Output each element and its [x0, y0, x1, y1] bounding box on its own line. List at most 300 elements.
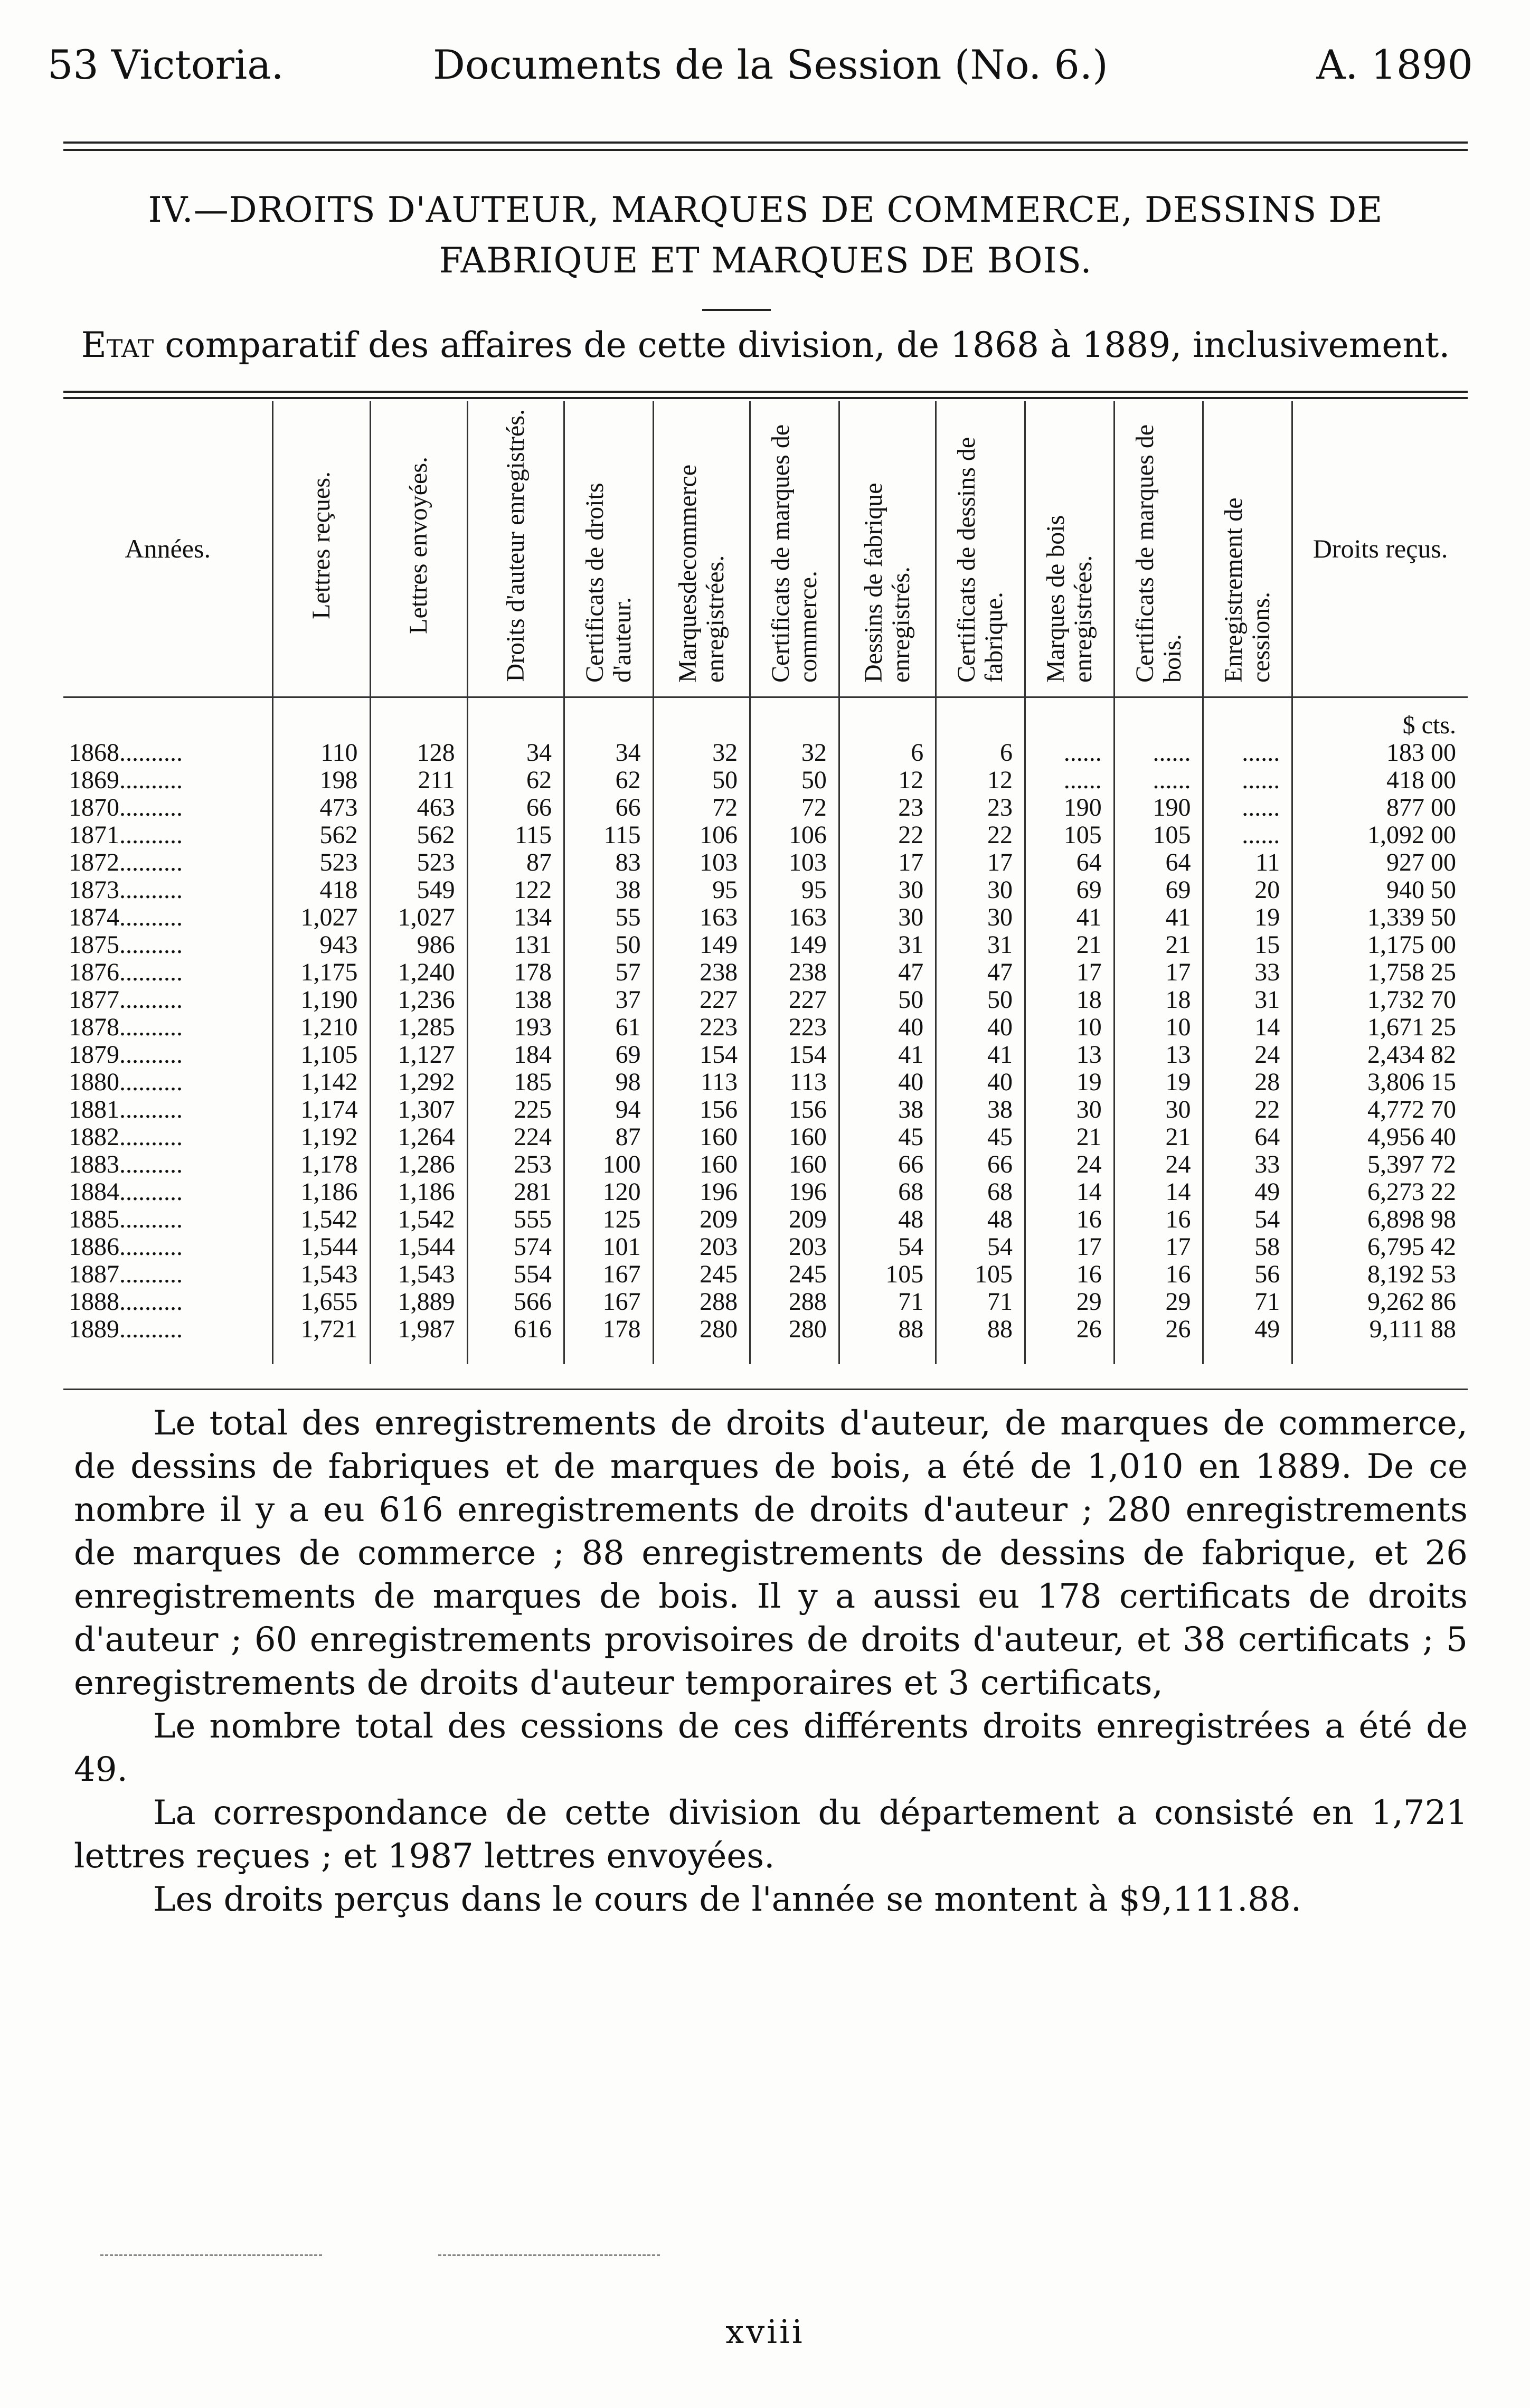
table-cell: 9,111 88 — [1292, 1316, 1468, 1364]
table-cell: 1,142 — [273, 1069, 370, 1096]
table-cell: 26 — [1114, 1316, 1203, 1364]
table-cell: 125 — [564, 1206, 653, 1233]
table-cell: 22 — [936, 821, 1025, 849]
table-cell: 105 — [839, 1261, 936, 1288]
column-header — [467, 401, 564, 697]
table-cell: 227 — [653, 986, 750, 1014]
table-cell: 66 — [467, 794, 564, 821]
table-cell: 8,192 53 — [1292, 1261, 1468, 1288]
table-cell: 562 — [273, 821, 370, 849]
table-cell: 167 — [564, 1288, 653, 1316]
table-cell: 1,178 — [273, 1151, 370, 1178]
year-cell: 1884.......... — [69, 1178, 183, 1206]
section-title-line-1: IV.—DROITS D'AUTEUR, MARQUES DE COMMERCE, DESSINS DE — [148, 190, 1383, 230]
column-header — [564, 401, 653, 697]
table-cell: 115 — [564, 821, 653, 849]
table-cell: 288 — [653, 1288, 750, 1316]
year-cell: 1881.......... — [69, 1096, 183, 1123]
table-cell: 15 — [1203, 931, 1292, 959]
table-cell: 106 — [750, 821, 839, 849]
table-cell: 34 — [564, 739, 653, 767]
table-cell: 29 — [1025, 1288, 1114, 1316]
table-cell: 30 — [839, 904, 936, 931]
table-cell: 47 — [936, 959, 1025, 986]
table-cell: 22 — [839, 821, 936, 849]
table-cell: 156 — [653, 1096, 750, 1123]
year-cell: 1873.......... — [69, 876, 183, 904]
table-cell: ...... — [1203, 821, 1292, 849]
table-cell: 877 00 — [1292, 794, 1468, 821]
summary-text — [74, 1402, 1468, 1921]
table-cell: 11 — [1203, 849, 1292, 876]
column-header-label: Enregistrement de cessions. — [1220, 497, 1276, 683]
table-row — [63, 739, 1468, 767]
table-row — [63, 849, 1468, 876]
table-cell: 31 — [936, 931, 1025, 959]
table-cell: 203 — [653, 1233, 750, 1261]
table-cell: 185 — [467, 1069, 564, 1096]
table-row — [63, 1316, 1468, 1364]
paragraph: Les droits perçus dans le cours de l'année se montent à $9,111.88. — [153, 1880, 1302, 1919]
table-cell: 190 — [1025, 794, 1114, 821]
table-cell: 66 — [839, 1151, 936, 1178]
table-cell: 38 — [839, 1096, 936, 1123]
table-cell: 154 — [653, 1041, 750, 1069]
table-cell: 40 — [839, 1014, 936, 1041]
year-cell: 1872.......... — [69, 848, 183, 876]
table-cell: 1,543 — [273, 1261, 370, 1288]
year-cell: 1877.......... — [69, 986, 183, 1014]
column-header-label: Lettres reçues. — [307, 471, 335, 620]
footer-rule-left — [100, 2254, 322, 2256]
table-cell: 40 — [936, 1069, 1025, 1096]
table-cell: 211 — [370, 767, 467, 794]
table-cell: 3,806 15 — [1292, 1069, 1468, 1096]
table-cell: 30 — [1025, 1096, 1114, 1123]
table-row — [63, 1261, 1468, 1288]
table-cell: 103 — [750, 849, 839, 876]
table-cell: 1,758 25 — [1292, 959, 1468, 986]
table-cell: 32 — [750, 739, 839, 767]
table-cell: 4,772 70 — [1292, 1096, 1468, 1123]
table-cell: 4,956 40 — [1292, 1123, 1468, 1151]
table-cell: 26 — [1025, 1316, 1114, 1364]
table-cell: ...... — [1203, 739, 1292, 767]
section-title-line-2: FABRIQUE ET MARQUES DE BOIS. — [439, 240, 1092, 281]
table-header-row — [63, 401, 1468, 697]
table-cell: 30 — [936, 904, 1025, 931]
table-cell: ...... — [1114, 739, 1203, 767]
table-cell: 14 — [1203, 1014, 1292, 1041]
table-cell: 98 — [564, 1069, 653, 1096]
table-cell: 5,397 72 — [1292, 1151, 1468, 1178]
table-cell: 41 — [936, 1041, 1025, 1069]
table-row — [63, 1206, 1468, 1233]
title-divider — [702, 309, 771, 311]
table-cell: 149 — [653, 931, 750, 959]
table-cell: 574 — [467, 1233, 564, 1261]
table-cell: 88 — [839, 1316, 936, 1364]
table-row — [63, 959, 1468, 986]
column-header-label: Années. — [125, 534, 211, 564]
table-cell: 1,671 25 — [1292, 1014, 1468, 1041]
table-cell: 30 — [1114, 1096, 1203, 1123]
table-cell: 196 — [750, 1178, 839, 1206]
table-cell: 34 — [467, 739, 564, 767]
table-cell: 6 — [936, 739, 1025, 767]
table-cell: 13 — [1025, 1041, 1114, 1069]
table-cell: 17 — [1025, 959, 1114, 986]
header-year: A. 1890 — [1316, 41, 1473, 88]
table-cell: 110 — [273, 739, 370, 767]
table-cell: 16 — [1114, 1206, 1203, 1233]
table-cell: 6 — [839, 739, 936, 767]
table-cell: 54 — [1203, 1206, 1292, 1233]
table-cell: 64 — [1025, 849, 1114, 876]
table-cell: 1,174 — [273, 1096, 370, 1123]
table-cell: 24 — [1114, 1151, 1203, 1178]
table-cell: 134 — [467, 904, 564, 931]
paragraph: Le total des enregistrements de droits d'auteur, de marques de commerce, de dessins de fabriques et de marques de bois, a été de 1,010 en 1889. De ce nombre il y a eu 616 enregistrements de droits d'auteur ; 280 enregistrements de marques de commerce ; 88 enregistrements de dessins de fabrique, et 26 enregistrements de marques de bois. Il y a aussi eu 178 certificats de droits d'auteur ; 60 enregistrements provisoires de droits d'auteur, et 38 certificats ; 5 enregistrements de droits d'auteur temporaires et 3 certificats, — [74, 1404, 1468, 1703]
units-label: $ cts. — [1292, 697, 1468, 739]
year-cell: 1887.......... — [69, 1260, 183, 1288]
column-header — [653, 401, 750, 697]
table-row — [63, 1123, 1468, 1151]
table-cell: 128 — [370, 739, 467, 767]
table-row — [63, 1069, 1468, 1096]
table-cell: 1,186 — [273, 1178, 370, 1206]
table-cell: 49 — [1203, 1316, 1292, 1364]
table-cell: 156 — [750, 1096, 839, 1123]
table-cell: 83 — [564, 849, 653, 876]
table-cell: 64 — [1114, 849, 1203, 876]
table-cell: 40 — [936, 1014, 1025, 1041]
table-cell: 549 — [370, 876, 467, 904]
table-cell: ...... — [1203, 767, 1292, 794]
table-cell: 12 — [936, 767, 1025, 794]
table-cell: 209 — [653, 1206, 750, 1233]
table-cell: 1,236 — [370, 986, 467, 1014]
table-cell: 160 — [653, 1123, 750, 1151]
table-cell: 69 — [1025, 876, 1114, 904]
year-cell: 1885.......... — [69, 1205, 183, 1233]
table-body — [63, 697, 1468, 1364]
table-cell: 138 — [467, 986, 564, 1014]
table-cell: 1,655 — [273, 1288, 370, 1316]
table-cell: 68 — [936, 1178, 1025, 1206]
table-row — [63, 1233, 1468, 1261]
table-cell: 55 — [564, 904, 653, 931]
table-cell: 280 — [653, 1316, 750, 1364]
table-cell: 50 — [564, 931, 653, 959]
table-cell: 88 — [936, 1316, 1025, 1364]
column-header — [1114, 401, 1203, 697]
table-cell: 31 — [839, 931, 936, 959]
table-cell: 30 — [839, 876, 936, 904]
table-cell: 245 — [750, 1261, 839, 1288]
table-cell: 927 00 — [1292, 849, 1468, 876]
paragraph: Le nombre total des cessions de ces différents droits enregistrées a été de 49. — [74, 1707, 1468, 1789]
column-header — [63, 401, 273, 697]
table-row — [63, 767, 1468, 794]
table-cell: 224 — [467, 1123, 564, 1151]
year-cell: 1886.......... — [69, 1233, 183, 1261]
table-cell: 50 — [936, 986, 1025, 1014]
table-cell: ...... — [1203, 794, 1292, 821]
table-cell: 245 — [653, 1261, 750, 1288]
table-cell: 24 — [1025, 1151, 1114, 1178]
column-header-label: Droits d'auteur enregistrés. — [501, 409, 530, 682]
table-cell: 1,292 — [370, 1069, 467, 1096]
table-cell: 238 — [653, 959, 750, 986]
table-cell: 45 — [936, 1123, 1025, 1151]
column-header-label: Marques de bois enregistrées. — [1041, 515, 1097, 683]
table-cell: 1,190 — [273, 986, 370, 1014]
table-cell: 1,286 — [370, 1151, 467, 1178]
table-cell: 253 — [467, 1151, 564, 1178]
table-cell: 66 — [936, 1151, 1025, 1178]
table-cell: 1,889 — [370, 1288, 467, 1316]
table-cell: 38 — [936, 1096, 1025, 1123]
table-cell: 19 — [1025, 1069, 1114, 1096]
table-cell: 61 — [564, 1014, 653, 1041]
column-header-label: Dessins de fabrique enregistrés. — [860, 483, 915, 683]
year-cell: 1876.......... — [69, 958, 183, 986]
table-cell: 1,732 70 — [1292, 986, 1468, 1014]
table-cell: 1,175 00 — [1292, 931, 1468, 959]
table-cell: 1,542 — [273, 1206, 370, 1233]
column-header — [1292, 401, 1468, 697]
table-cell: 473 — [273, 794, 370, 821]
table-cell: 131 — [467, 931, 564, 959]
table-cell: 418 — [273, 876, 370, 904]
table-cell: 72 — [653, 794, 750, 821]
column-header — [1025, 401, 1114, 697]
table-cell: 178 — [564, 1316, 653, 1364]
table-cell: 19 — [1203, 904, 1292, 931]
table-cell: 554 — [467, 1261, 564, 1288]
table-cell: 58 — [1203, 1233, 1292, 1261]
page-number: xviii — [725, 2312, 805, 2351]
table-cell: 94 — [564, 1096, 653, 1123]
year-cell: 1889.......... — [69, 1315, 183, 1343]
table-cell: 69 — [1114, 876, 1203, 904]
table-cell: 1,127 — [370, 1041, 467, 1069]
table-row — [63, 1096, 1468, 1123]
table-cell: 17 — [1025, 1233, 1114, 1261]
table-row — [63, 876, 1468, 904]
table-cell: 33 — [1203, 1151, 1292, 1178]
header-document-title: Documents de la Session (No. 6.) — [433, 41, 1108, 88]
table-cell: 32 — [653, 739, 750, 767]
column-header-label: Certificats de marques de commerce. — [766, 424, 822, 683]
table-row — [63, 1151, 1468, 1178]
table-cell: 6,898 98 — [1292, 1206, 1468, 1233]
table-cell: 190 — [1114, 794, 1203, 821]
table-cell: 160 — [653, 1151, 750, 1178]
column-header-label: Droits reçus. — [1312, 534, 1448, 564]
table-cell: 160 — [750, 1123, 839, 1151]
table-cell: 184 — [467, 1041, 564, 1069]
table-cell: 24 — [1203, 1041, 1292, 1069]
table-cell: 523 — [273, 849, 370, 876]
table-cell: 196 — [653, 1178, 750, 1206]
table-cell: 12 — [839, 767, 936, 794]
column-header-label: Lettres envoyées. — [404, 457, 433, 635]
table-row — [63, 1014, 1468, 1041]
table-cell: 154 — [750, 1041, 839, 1069]
table-cell: 23 — [936, 794, 1025, 821]
table-cell: 64 — [1203, 1123, 1292, 1151]
table-cell: 1,285 — [370, 1014, 467, 1041]
table-cell: 2,434 82 — [1292, 1041, 1468, 1069]
table-cell: 1,543 — [370, 1261, 467, 1288]
table-cell: 566 — [467, 1288, 564, 1316]
table-cell: 160 — [750, 1151, 839, 1178]
table-cell: 68 — [839, 1178, 936, 1206]
table-cell: 16 — [1025, 1261, 1114, 1288]
table-cell: 1,027 — [370, 904, 467, 931]
table-cell: 10 — [1025, 1014, 1114, 1041]
table-cell: 71 — [1203, 1288, 1292, 1316]
table-cell: 41 — [1025, 904, 1114, 931]
column-header — [370, 401, 467, 697]
year-cell: 1875.......... — [69, 931, 183, 959]
year-cell: 1869.......... — [69, 766, 183, 794]
table-cell: 1,307 — [370, 1096, 467, 1123]
table-cell: 1,105 — [273, 1041, 370, 1069]
table-cell: 418 00 — [1292, 767, 1468, 794]
table-rule-bottom — [63, 1389, 1468, 1390]
table-row — [63, 904, 1468, 931]
units-row — [63, 697, 1468, 739]
table-cell: 193 — [467, 1014, 564, 1041]
table-cell: 69 — [564, 1041, 653, 1069]
table-cell: 523 — [370, 849, 467, 876]
table-cell: 21 — [1114, 1123, 1203, 1151]
table-cell: 1,175 — [273, 959, 370, 986]
column-header — [1203, 401, 1292, 697]
table-cell: 48 — [936, 1206, 1025, 1233]
table-cell: 41 — [839, 1041, 936, 1069]
table-row — [63, 986, 1468, 1014]
table-cell: 122 — [467, 876, 564, 904]
table-cell: 105 — [936, 1261, 1025, 1288]
year-cell: 1878.......... — [69, 1013, 183, 1041]
table-cell: 13 — [1114, 1041, 1203, 1069]
table-cell: 95 — [653, 876, 750, 904]
year-cell: 1879.......... — [69, 1041, 183, 1069]
table-cell: 17 — [1114, 1233, 1203, 1261]
table-cell: 50 — [750, 767, 839, 794]
column-header-label: Marquesdecommerce enregistrées. — [673, 465, 729, 683]
table-cell: 17 — [936, 849, 1025, 876]
table-cell: 47 — [839, 959, 936, 986]
table-cell: 1,210 — [273, 1014, 370, 1041]
page-header — [48, 41, 1473, 99]
table-cell: 183 00 — [1292, 739, 1468, 767]
table-cell: 14 — [1025, 1178, 1114, 1206]
table-cell: 87 — [564, 1123, 653, 1151]
table-cell: 103 — [653, 849, 750, 876]
table-cell: 198 — [273, 767, 370, 794]
table-cell: 31 — [1203, 986, 1292, 1014]
table-cell: 1,544 — [273, 1233, 370, 1261]
table-cell: 1,092 00 — [1292, 821, 1468, 849]
year-cell: 1883.......... — [69, 1150, 183, 1178]
table-row — [63, 1288, 1468, 1316]
table-cell: 986 — [370, 931, 467, 959]
table-cell: 463 — [370, 794, 467, 821]
table-cell: 40 — [839, 1069, 936, 1096]
footer-rule-right — [438, 2254, 660, 2256]
table-cell: 1,186 — [370, 1178, 467, 1206]
table-cell: 48 — [839, 1206, 936, 1233]
table-cell: 1,027 — [273, 904, 370, 931]
table-row — [63, 1178, 1468, 1206]
table-cell: 101 — [564, 1233, 653, 1261]
table-cell: 71 — [936, 1288, 1025, 1316]
header-rule-top — [63, 141, 1468, 144]
table-cell: 17 — [839, 849, 936, 876]
table-cell: 203 — [750, 1233, 839, 1261]
year-cell: 1874.......... — [69, 903, 183, 931]
table-cell: 21 — [1114, 931, 1203, 959]
table-cell: 66 — [564, 794, 653, 821]
table-cell: 555 — [467, 1206, 564, 1233]
table-cell: 49 — [1203, 1178, 1292, 1206]
table-row — [63, 794, 1468, 821]
table-cell: 14 — [1114, 1178, 1203, 1206]
table-rule-top — [63, 391, 1468, 393]
table-cell: ...... — [1114, 767, 1203, 794]
table-cell: 223 — [750, 1014, 839, 1041]
table-cell: 288 — [750, 1288, 839, 1316]
column-header-label: Certificats de marques de bois. — [1130, 424, 1186, 683]
table-cell: 100 — [564, 1151, 653, 1178]
table-cell: 54 — [839, 1233, 936, 1261]
table-cell: 28 — [1203, 1069, 1292, 1096]
table-cell: 62 — [564, 767, 653, 794]
year-cell: 1868.......... — [69, 739, 183, 767]
table-cell: 54 — [936, 1233, 1025, 1261]
column-header — [839, 401, 936, 697]
column-header — [750, 401, 839, 697]
year-cell: 1888.......... — [69, 1288, 183, 1316]
table-cell: 41 — [1114, 904, 1203, 931]
table-cell: 95 — [750, 876, 839, 904]
header-rule-bottom — [63, 149, 1468, 151]
column-header-label: Certificats de droits d'auteur. — [580, 483, 636, 683]
table-cell: 1,542 — [370, 1206, 467, 1233]
table-cell: 22 — [1203, 1096, 1292, 1123]
table-cell: 87 — [467, 849, 564, 876]
table-cell: 57 — [564, 959, 653, 986]
table-row — [63, 931, 1468, 959]
year-cell: 1880.......... — [69, 1068, 183, 1096]
table-cell: 163 — [653, 904, 750, 931]
table-cell: 149 — [750, 931, 839, 959]
table-cell: 178 — [467, 959, 564, 986]
column-header — [273, 401, 370, 697]
table-cell: 223 — [653, 1014, 750, 1041]
section-subtitle — [74, 325, 1457, 365]
section-title — [74, 185, 1457, 286]
table-cell: 943 — [273, 931, 370, 959]
table-cell: 105 — [1025, 821, 1114, 849]
table-cell: 62 — [467, 767, 564, 794]
table-cell: 56 — [1203, 1261, 1292, 1288]
